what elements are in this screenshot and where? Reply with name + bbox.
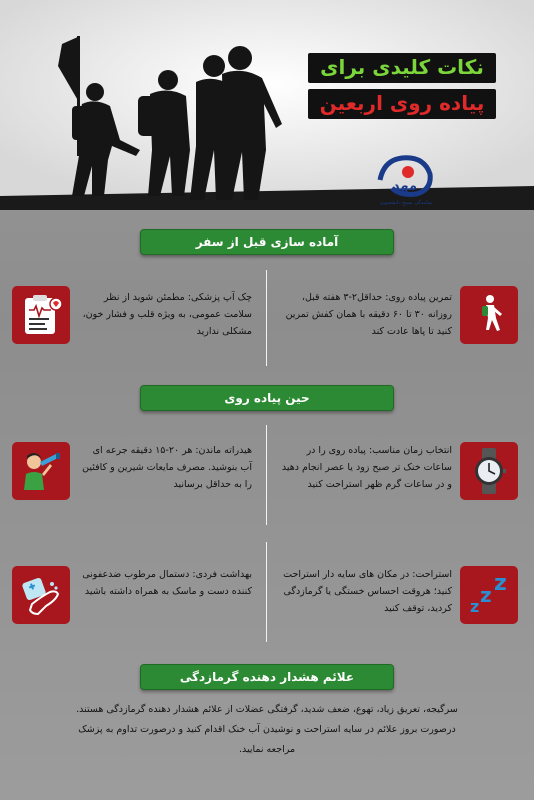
- rest-tip: استراحت: در مکان های سایه دار استراحت کنید؛ هروقت احساس خستگی یا گرمازدگی کردید، توقف کنید: [283, 569, 452, 614]
- title-line-2: پیاده روی اربعین: [308, 89, 497, 119]
- title-line-1: نکات کلیدی برای: [308, 53, 496, 83]
- column-divider: [266, 270, 267, 366]
- hydration-tip: هیدراته ماندن: هر ۲۰-۱۵ دقیقه جرعه ای آب بنوشید. مصرف مایعات شیرین و کافئین را به حداقل برسانید: [82, 445, 252, 490]
- wristwatch-icon: [460, 442, 518, 500]
- warning-line-2: درصورت بروز علائم در سایه استراحت و نوشیدن آب خنک اقدام کنید و درصورت تداوم به پزشک: [78, 724, 456, 735]
- section-warning-banner: علائم هشدار دهنده گرمازدگی: [140, 664, 394, 690]
- sleep-zzz-icon: [460, 566, 518, 624]
- checkup-tip: چک آپ پزشکی: مطمئن شوید از نظر سلامت عمومی، به ویژه قلب و فشار خون، مشکلی ندارید: [82, 292, 252, 337]
- section-prep-banner: آماده سازی قبل از سفر: [140, 229, 394, 255]
- warning-line-3: مراجعه نمایید.: [238, 744, 296, 755]
- warning-text: [18, 700, 516, 760]
- svg-text:z: z: [470, 597, 480, 616]
- svg-text:z: z: [494, 571, 507, 596]
- timing-tip: انتخاب زمان مناسب: پیاده روی را در ساعات خنک تر صبح زود یا عصر انجام دهید و در ساعات گرم ظهر استراحت کنید: [281, 445, 452, 490]
- hygiene-tip: بهداشت فردی: دستمال مرطوب ضدعفونی کننده دست و ماسک به همراه داشته باشید: [82, 569, 252, 597]
- column-divider: [266, 425, 267, 525]
- logo-text: مهد: [392, 179, 418, 194]
- hiker-icon: [460, 286, 518, 344]
- warning-line-1: سرگیجه، تعریق زیاد، تهوع، ضعف شدید، گرفتگی عضلات از علائم هشدار دهنده گرمازدگی هستند.: [76, 704, 458, 715]
- logo-caption: نمایندگی بسیج دانشجویی: [379, 200, 433, 206]
- clipboard-checkup-icon: [12, 286, 70, 344]
- training-tip: تمرین پیاده روی: حداقل۲-۳ هفته قبل، روزانه ۳۰ تا ۶۰ دقیقه با همان کفش تمرین کنید تا پاها عادت کند: [285, 292, 452, 337]
- hand-sanitizer-icon: [12, 566, 70, 624]
- main-title: [292, 50, 512, 122]
- hero-banner: [0, 0, 534, 210]
- column-divider: [266, 542, 267, 642]
- drinking-water-icon: [12, 442, 70, 500]
- section-during-banner: حین پیاده روی: [140, 385, 394, 411]
- mahd-logo: [372, 150, 438, 204]
- svg-text:z: z: [480, 583, 492, 607]
